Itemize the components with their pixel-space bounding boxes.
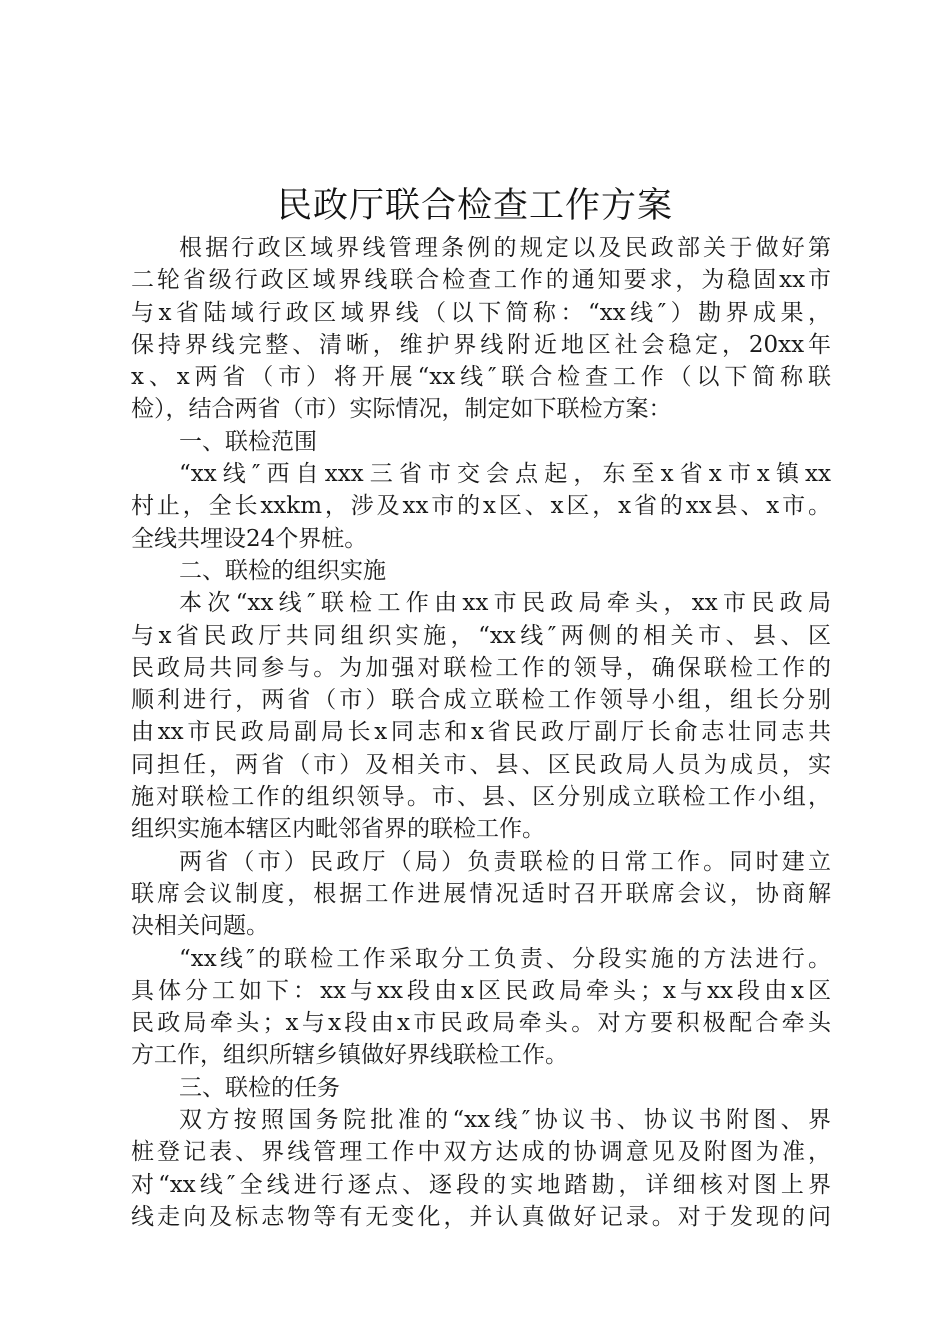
text-line: 本次“xx线″联检工作由xx市民政局牵头，xx市民政局 [179,590,831,617]
text-line: 村止，全长xxkm，涉及xx市的x区、x区，x省的xx县、x市。 [131,493,831,520]
text-line: 与x省陆域行政区域界线（以下简称：“xx线″）勘界成果， [131,299,831,326]
text-line: 民政局牵头；x与x段由x市民政局牵头。对方要积极配合牵头 [131,1010,831,1037]
text-line: 方工作，组织所辖乡镇做好界线联检工作。 [131,1042,568,1069]
text-line: 一、联检范围 [179,428,317,455]
text-line: 根据行政区域界线管理条例的规定以及民政部关于做好第 [179,235,831,261]
text-line: 与x省民政厅共同组织实施，“xx线″两侧的相关市、县、区 [131,622,831,649]
text-line: 线走向及标志物等有无变化，并认真做好记录。对于发现的问 [131,1203,831,1230]
text-line: 三、联检的任务 [179,1074,340,1101]
text-line: 桩登记表、界线管理工作中双方达成的协调意见及附图为准， [131,1139,831,1166]
text-line: 检），结合两省（市）实际情况，制定如下联检方案： [131,396,672,423]
text-line: 具体分工如下：xx与xx段由x区民政局牵头；x与xx段由x区 [131,977,831,1004]
text-line: 民政局共同参与。为加强对联检工作的领导，确保联检工作的 [131,654,831,681]
text-line: 二、联检的组织实施 [179,557,386,584]
text-line: 两省（市）民政厅（局）负责联检的日常工作。同时建立 [179,848,831,875]
document-title: 民政厅联合检查工作方案 [276,186,673,226]
text-line: 二轮省级行政区域界线联合检查工作的通知要求，为稳固xx市 [131,267,831,294]
text-line: 组织实施本辖区内毗邻省界的联检工作。 [131,816,545,843]
text-line: 保持界线完整、清晰，维护界线附近地区社会稳定，20xx年 [131,331,831,358]
text-line: x、x两省（市）将开展“xx线″联合检查工作（以下简称联 [131,364,831,391]
text-line: 由xx市民政局副局长x同志和x省民政厅副厅长俞志壮同志共 [131,719,831,746]
text-line: 对“xx线″全线进行逐点、逐段的实地踏勘，详细核对图上界 [131,1171,831,1198]
text-line: 决相关问题。 [131,913,269,940]
text-line: 全线共埋设24个界桩。 [131,525,368,552]
text-line: 同担任，两省（市）及相关市、县、区民政局人员为成员，实 [131,751,831,778]
text-line: “xx线″的联检工作采取分工负责、分段实施的方法进行。 [179,945,831,972]
text-line: 联席会议制度，根据工作进展情况适时召开联席会议，协商解 [131,880,831,907]
text-line: 顺利进行，两省（市）联合成立联检工作领导小组，组长分别 [131,687,831,714]
text-line: 双方按照国务院批准的“xx线″协议书、协议书附图、界 [179,1107,831,1134]
text-line: 施对联检工作的组织领导。市、县、区分别成立联检工作小组， [131,784,831,811]
text-line: “xx线″西自xxx三省市交会点起，东至x省x市x镇xx [179,461,831,488]
document-body [131,232,831,1233]
